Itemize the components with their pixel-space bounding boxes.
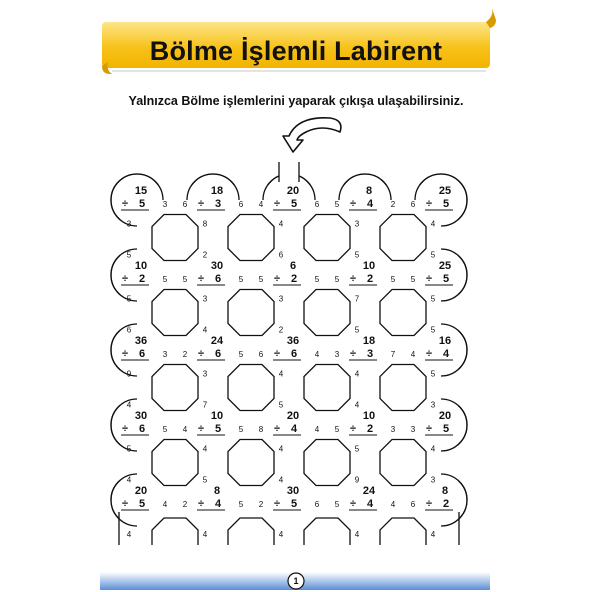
dividend: 8 — [213, 485, 221, 497]
path-number: 6 — [238, 200, 244, 209]
division-sign: ÷ — [273, 498, 281, 510]
maze-block — [152, 290, 198, 336]
path-number: 6 — [314, 200, 320, 209]
maze-block — [380, 215, 426, 261]
maze-block — [380, 440, 426, 486]
path-number: 4 — [258, 200, 264, 209]
divisor: 5 — [290, 198, 298, 210]
path-number: 5 — [334, 200, 340, 209]
division-sign: ÷ — [197, 498, 205, 510]
path-number: 4 — [430, 219, 436, 229]
division-sign: ÷ — [273, 423, 281, 435]
path-number: 5 — [238, 275, 244, 284]
divisor: 6 — [214, 273, 222, 285]
path-number: 3 — [162, 200, 168, 209]
maze-block — [152, 440, 198, 486]
maze-block — [304, 290, 350, 336]
path-number: 5 — [334, 425, 340, 434]
dividend: 8 — [365, 185, 373, 197]
path-number: 5 — [126, 444, 132, 454]
divisor: 5 — [214, 423, 222, 435]
path-number: 3 — [162, 350, 168, 359]
division-sign: ÷ — [349, 198, 357, 210]
divisor: 2 — [366, 423, 374, 435]
divisor: 2 — [138, 273, 146, 285]
dividend: 10 — [362, 410, 376, 422]
dividend: 18 — [210, 185, 224, 197]
path-number: 4 — [314, 425, 320, 434]
path-number: 3 — [126, 219, 132, 229]
divisor: 5 — [290, 498, 298, 510]
path-number: 4 — [278, 475, 284, 485]
division-sign: ÷ — [273, 198, 281, 210]
path-number: 3 — [430, 475, 436, 485]
path-number: 4 — [278, 444, 284, 454]
division-sign: ÷ — [349, 498, 357, 510]
path-number: 4 — [430, 530, 436, 539]
path-number: 4 — [278, 219, 284, 229]
dividend: 25 — [438, 185, 452, 197]
divisor: 6 — [290, 348, 298, 360]
path-number: 5 — [354, 250, 360, 260]
path-number: 4 — [354, 530, 360, 539]
dividend: 10 — [210, 410, 224, 422]
dividend: 10 — [362, 260, 376, 272]
path-number: 3 — [278, 294, 284, 304]
path-number: 5 — [238, 500, 244, 509]
path-number: 4 — [354, 400, 360, 410]
division-sign: ÷ — [273, 273, 281, 285]
division-sign: ÷ — [121, 273, 129, 285]
path-number: 5 — [430, 369, 436, 379]
path-number: 7 — [202, 400, 208, 410]
path-number: 5 — [182, 275, 188, 284]
division-sign: ÷ — [425, 498, 433, 510]
path-number: 2 — [182, 500, 188, 509]
division-sign: ÷ — [121, 498, 129, 510]
division-sign: ÷ — [349, 273, 357, 285]
path-number: 5 — [126, 294, 132, 304]
path-number: 2 — [202, 250, 208, 260]
path-number: 4 — [162, 500, 168, 509]
path-number: 6 — [278, 250, 284, 260]
curved-arrow-icon — [283, 118, 341, 152]
division-sign: ÷ — [121, 198, 129, 210]
dividend: 25 — [438, 260, 452, 272]
dividend: 10 — [134, 260, 148, 272]
division-sign: ÷ — [197, 348, 205, 360]
path-number: 5 — [334, 275, 340, 284]
path-number: 3 — [354, 219, 360, 229]
path-number: 4 — [314, 350, 320, 359]
path-number: 4 — [182, 425, 188, 434]
division-sign: ÷ — [425, 198, 433, 210]
path-number: 6 — [314, 500, 320, 509]
path-number: 5 — [278, 400, 284, 410]
path-number: 7 — [390, 350, 396, 359]
divisor: 2 — [366, 273, 374, 285]
maze-block — [304, 215, 350, 261]
path-number: 4 — [430, 444, 436, 454]
path-number: 6 — [258, 350, 264, 359]
path-number: 2 — [258, 500, 264, 509]
division-sign: ÷ — [121, 423, 129, 435]
path-number: 3 — [410, 425, 416, 434]
divisor: 5 — [442, 423, 450, 435]
path-number: 4 — [202, 444, 208, 454]
division-sign: ÷ — [197, 273, 205, 285]
path-number: 5 — [162, 275, 168, 284]
divisor: 4 — [366, 198, 374, 210]
dividend: 36 — [286, 335, 300, 347]
page-title: Bölme İşlemli Labirent — [149, 36, 443, 66]
divisor: 6 — [138, 348, 146, 360]
path-number: 5 — [390, 275, 396, 284]
path-number: 5 — [430, 250, 436, 260]
divisor: 4 — [366, 498, 374, 510]
page-number: 1 — [293, 576, 299, 586]
path-number: 2 — [278, 325, 284, 335]
path-number: 4 — [126, 400, 132, 410]
dividend: 20 — [286, 410, 300, 422]
division-sign: ÷ — [425, 348, 433, 360]
path-number: 5 — [430, 294, 436, 304]
divisor: 2 — [442, 498, 450, 510]
path-number: 4 — [126, 475, 132, 485]
divisor: 5 — [442, 273, 450, 285]
path-number: 4 — [410, 350, 416, 359]
division-sign: ÷ — [349, 423, 357, 435]
path-number: 5 — [354, 444, 360, 454]
divisor: 4 — [290, 423, 298, 435]
path-number: 6 — [410, 200, 416, 209]
division-sign: ÷ — [425, 423, 433, 435]
maze-block — [228, 290, 274, 336]
dividend: 16 — [438, 335, 452, 347]
path-number: 8 — [202, 219, 208, 229]
divisor: 4 — [442, 348, 450, 360]
path-number: 3 — [430, 400, 436, 410]
dividend: 8 — [441, 485, 449, 497]
maze-block — [380, 290, 426, 336]
dividend: 30 — [210, 260, 224, 272]
dividend: 18 — [362, 335, 376, 347]
dividend: 24 — [362, 485, 376, 497]
instruction-text: Yalnızca Bölme işlemlerini yaparak çıkışa ulaşabilirsiniz. — [128, 94, 464, 108]
dividend: 36 — [134, 335, 148, 347]
path-number: 3 — [202, 369, 208, 379]
dividend: 15 — [134, 185, 148, 197]
division-sign: ÷ — [197, 198, 205, 210]
maze-block — [228, 215, 274, 261]
path-number: 9 — [126, 369, 132, 379]
path-number: 5 — [238, 350, 244, 359]
division-sign: ÷ — [197, 423, 205, 435]
maze-block — [152, 215, 198, 261]
path-number: 4 — [202, 325, 208, 335]
path-number: 5 — [202, 475, 208, 485]
path-number: 3 — [334, 350, 340, 359]
path-number: 9 — [354, 475, 360, 485]
path-number: 5 — [162, 425, 168, 434]
path-number: 5 — [238, 425, 244, 434]
divisor: 3 — [366, 348, 374, 360]
maze-block — [152, 365, 198, 411]
path-number: 6 — [182, 200, 188, 209]
dividend: 20 — [286, 185, 300, 197]
division-sign: ÷ — [349, 348, 357, 360]
path-number: 4 — [354, 369, 360, 379]
maze-block — [228, 365, 274, 411]
path-number: 2 — [182, 350, 188, 359]
maze-block — [304, 440, 350, 486]
dividend: 30 — [134, 410, 148, 422]
dividend: 24 — [210, 335, 224, 347]
divisor: 6 — [214, 348, 222, 360]
path-number: 6 — [126, 325, 132, 335]
path-number: 4 — [278, 530, 284, 539]
maze-block — [304, 365, 350, 411]
dividend: 20 — [134, 485, 148, 497]
path-number: 5 — [314, 275, 320, 284]
path-number: 5 — [354, 325, 360, 335]
path-number: 2 — [390, 200, 396, 209]
maze-block — [380, 365, 426, 411]
divisor: 3 — [214, 198, 222, 210]
path-number: 6 — [410, 500, 416, 509]
maze-block — [228, 440, 274, 486]
dividend: 30 — [286, 485, 300, 497]
divisor: 5 — [138, 198, 146, 210]
division-sign: ÷ — [121, 348, 129, 360]
path-number: 4 — [390, 500, 396, 509]
division-sign: ÷ — [425, 273, 433, 285]
divisor: 6 — [138, 423, 146, 435]
path-number: 3 — [202, 294, 208, 304]
path-number: 5 — [430, 325, 436, 335]
path-number: 5 — [334, 500, 340, 509]
path-number: 5 — [258, 275, 264, 284]
path-number: 7 — [354, 294, 360, 304]
path-number: 3 — [390, 425, 396, 434]
path-number: 8 — [258, 425, 264, 434]
divisor: 5 — [138, 498, 146, 510]
divisor: 4 — [214, 498, 222, 510]
dividend: 20 — [438, 410, 452, 422]
divisor: 2 — [290, 273, 298, 285]
path-number: 5 — [410, 275, 416, 284]
path-number: 4 — [126, 530, 132, 539]
dividend: 6 — [289, 260, 297, 272]
path-number: 4 — [202, 530, 208, 539]
path-number: 5 — [126, 250, 132, 260]
path-number: 4 — [278, 369, 284, 379]
division-sign: ÷ — [273, 348, 281, 360]
divisor: 5 — [442, 198, 450, 210]
